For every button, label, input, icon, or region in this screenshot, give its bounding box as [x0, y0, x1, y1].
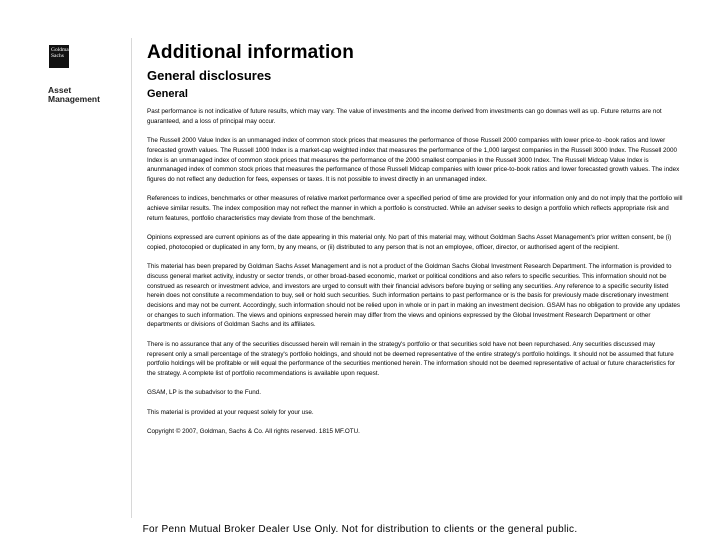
- vertical-divider: [131, 38, 132, 518]
- page-subtitle: General disclosures: [147, 68, 272, 83]
- disclosure-paragraph: Opinions expressed are current opinions as of the date appearing in this material only. No part of this material may, without Goldman Sachs Asset Management's prior written consent, be (i) copied, photocopied or duplicated in any form, by any means, or (ii) distributed to any person that is not an employee, officer, director, or authorised agent of the recipient.: [147, 234, 672, 251]
- section-heading: General: [147, 88, 188, 100]
- disclosure-paragraph: There is no assurance that any of the securities discussed herein will remain in the strategy's portfolio or that securities sold have not been repurchased. Any securities discussed may represent only a small percentage of the strategy's portfolio holdings, and should not be deemed representative of the entire strategy's portfolio holdings. It should not be assumed that future portfolio holdings will be profitable or will equal the performance of the securities mentioned herein. The information should not be deemed representative of actual or future characteristics for the strategy. A complete list of portfolio recommendations is available upon request.: [147, 340, 676, 377]
- disclosure-paragraph: References to indices, benchmarks or other measures of relative market performance over a specified period of time are provided for your information only and do not imply that the portfolio will achieve similar results. The index composition may not reflect the manner in which a portfolio is constructed. While an adviser seeks to design a portfolio which reflects appropriate risk and return features, portfolio characteristics may deviate from those of the benchmark.: [147, 195, 683, 222]
- asset-management-label: [48, 86, 100, 104]
- disclosure-paragraph: The Russell 2000 Value Index is an unmanaged index of common stock prices that measures the performance of those Russell 2000 companies with lower price-to -book ratios and lower forecasted growth values. The Russell 1000 Index is a market-cap weighted index that measures the performance of the 1,000 largest companies in the Russell 3000 Index. The Russell 2000 Index is an unmanaged index of common stock prices that measures the performance of the 2000 smallest companies in the Russell 3000 Index. The Russell Midcap Value Index is anunmanaged index of common stock prices that measures the performance of those Russell Midcap companies with lower price-to-book ratios and lower forecasted growth values. The index figures do not reflect any deduction for fees, expenses or taxes. It is not possible to invest directly in an unmanaged index.: [147, 137, 680, 183]
- footer-notice: For Penn Mutual Broker Dealer Use Only. Not for distribution to clients or the general public.: [142, 524, 578, 535]
- disclosure-paragraph: This material has been prepared by Goldman Sachs Asset Management and is not a product of the Goldman Sachs Global Investment Research Department. The information is provided to discuss general market activity, industry or sector trends, or other broad-based economic, market or political conditions and also refers to specific securities. This information should not be construed as research or investment advice, and investors are urged to consult with their financial advisors before buying or selling any securities. Any reference to a specific security listed herein does not constitute a recommendation to buy, sell or hold such securities. Such information pertains to past performance or is the basis for previously made discretionary investment decisions and may not be current. Accordingly, such information should not be relied upon in whole or in part in making an investment decision. GSAM has no obligation to provide any updates or changes to such information. The views and opinions expressed herein may differ from the views and opinions expressed by the Global Investment Research Department or other departments or divisions of Goldman Sachs and its affiliates.: [147, 263, 680, 329]
- logo-line-1: Goldman: [51, 47, 72, 53]
- page-title: Additional information: [147, 42, 355, 63]
- disclosure-paragraph: GSAM, LP is the subadvisor to the Fund.: [147, 389, 261, 397]
- disclosure-paragraph: Past performance is not indicative of future results, which may vary. The value of investments and the income derived from investments can go downas well as up. Future returns are not guaranteed, and a loss of principal may occur.: [147, 108, 662, 125]
- disclosure-paragraph: This material is provided at your request solely for your use.: [147, 408, 314, 416]
- brand-sub-line-2: Management: [48, 94, 100, 104]
- brand-sub-line-1: Asset: [48, 85, 72, 95]
- logo-line-2: Sachs: [51, 53, 64, 59]
- copyright-line: Copyright © 2007, Goldman, Sachs & Co. All rights reserved. 1815 MF.OTU.: [147, 428, 360, 436]
- disclosure-body: [147, 107, 683, 446]
- goldman-sachs-logo: [49, 45, 72, 68]
